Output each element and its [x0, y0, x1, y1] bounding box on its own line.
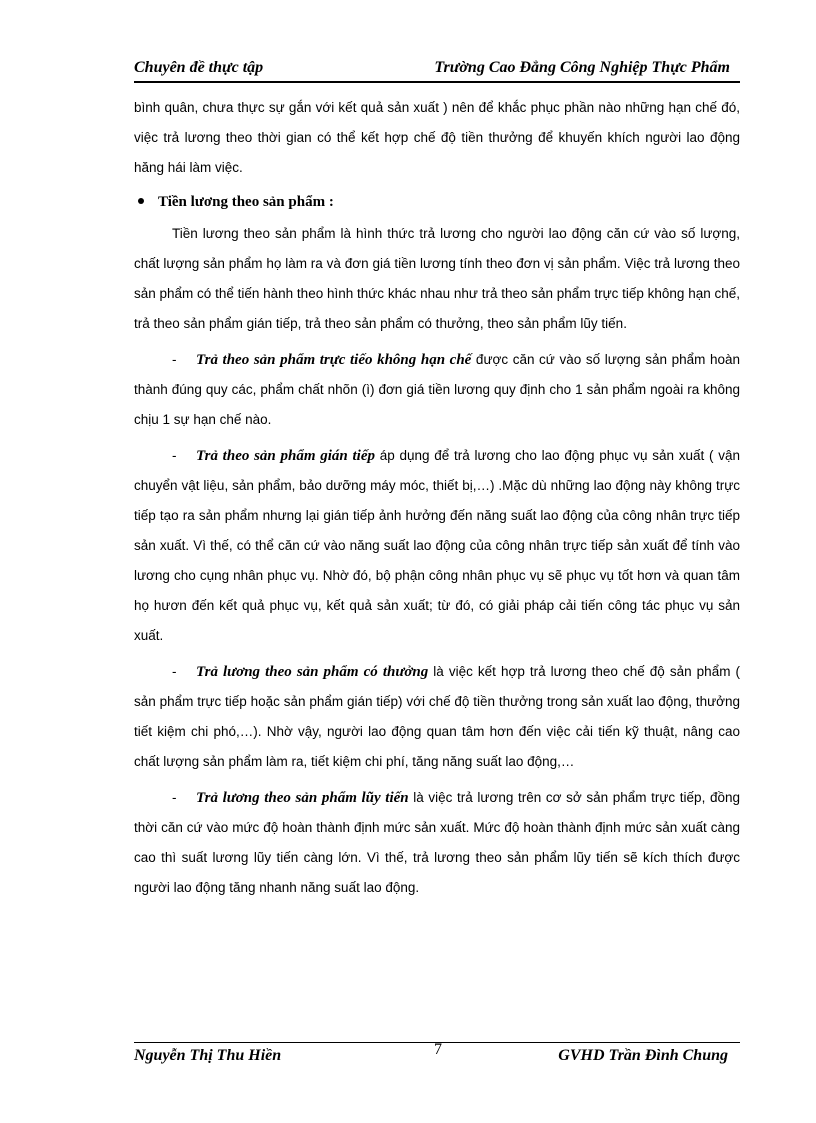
- dash-marker: -: [172, 790, 177, 805]
- list-item-term: Trả lương theo sản phẩm lũy tiến: [196, 790, 409, 806]
- intro-paragraph: bình quân, chưa thực sự gắn với kết quả sản xuất ) nên để khắc phục phần nào những hạn chế đó, việc trả lương theo thời gian có thể kết hợp chế độ tiền thưởng để khuyến khích người lao động hăng hái làm việc.: [134, 100, 740, 175]
- list-item-term: Trả theo sản phẩm trực tiếo không hạn chế: [196, 352, 472, 368]
- list-item-term: Trả theo sản phẩm gián tiếp: [196, 448, 375, 464]
- page-header: [134, 57, 740, 83]
- section-heading: [134, 187, 740, 217]
- list-item-text: áp dụng để trả lương cho lao động phục vụ sản xuất ( vận chuyển vật liệu, sản phẩm, bảo dưỡng máy móc, thiết bị,…) .Mặc dù những lao động này không trực tiếp tạo ra sản phẩm nhưng lại gián tiếp ảnh hưởng đến năng suất lao động của công nhân trực tiếp sản xuất. Vì thế, có thể căn cứ vào năng suất lao động của công nhân trực tiếp sản xuất để tính vào lương cho cụng nhân phục vụ. Nhờ đó, bộ phận công nhân phục vụ sẽ phục vụ tốt hơn và quan tâm họ hươn đến kết quả phục vụ, kết quả sản xuất; từ đó, có giải pháp cải tiến công tác phục vụ sản xuất.: [134, 448, 740, 643]
- dash-marker: -: [172, 448, 177, 463]
- page-number: 7: [434, 1041, 442, 1058]
- list-item: [134, 657, 740, 777]
- document-body: [134, 93, 740, 903]
- page-footer: [134, 1042, 740, 1071]
- footer-supervisor: GVHD Trần Đình Chung: [558, 1047, 728, 1064]
- list-item-text: là việc trả lương trên cơ sở sản phẩm trực tiếp, đồng thời căn cứ vào mức độ hoàn thành định mức sản xuất. Mức độ hoàn thành định mức sản xuất càng cao thì suất lương lũy tiến càng lớn. Vì thế, trả lương theo sản phẩm lũy tiến sẽ kích thích được người lao động tăng nhanh năng suất lao động.: [134, 790, 740, 895]
- section-paragraph: Tiền lương theo sản phẩm là hình thức trả lương cho người lao động căn cứ vào số lượng, chất lượng sản phẩm họ làm ra và đơn giá tiền lương tính theo đơn vị sản phẩm. Việc trả lương theo sản phẩm có thể tiến hành theo hình thức khác nhau như trả theo sản phẩm trực tiếp không hạn chế, trả theo sản phẩm gián tiếp, trả theo sản phẩm có thưởng, theo sản phẩm lũy tiến.: [134, 226, 740, 331]
- footer-author: Nguyễn Thị Thu Hiền: [134, 1047, 282, 1064]
- list-item: [134, 783, 740, 903]
- dash-marker: -: [172, 352, 177, 367]
- dash-marker: -: [172, 664, 177, 679]
- header-document-type: Chuyên đề thực tập: [134, 59, 264, 76]
- section-title: Tiền lương theo sản phẩm :: [158, 194, 334, 210]
- list-item: [134, 345, 740, 435]
- list-item: [134, 441, 740, 651]
- bullet-icon: [138, 198, 144, 204]
- list-item-text: là việc kết hợp trả lương theo chế độ sản phẩm ( sản phẩm trực tiếp hoặc sản phẩm gián tiếp) với chế độ tiền thưởng trong sản xuất lao động, thưởng tiết kiệm chi phó,…). Nhờ vậy, người lao động quan tâm hơn đến việc cải tiến kỹ thuật, nâng cao chất lượng sản phẩm làm ra, tiết kiệm chi phí, tăng năng suất lao động,…: [134, 664, 740, 769]
- header-school-name: Trường Cao Đẳng Công Nghiệp Thực Phẩm: [434, 59, 730, 76]
- list-item-text: được căn cứ vào số lượng sản phẩm hoàn thành đúng quy các, phẩm chất nhõn (ì) đơn giá tiền lương quy định cho 1 sản phẩm ngoài ra không chịu 1 sự hạn chế nào.: [134, 352, 740, 427]
- list-item-term: Trả lương theo sản phẩm có thưởng: [196, 664, 429, 680]
